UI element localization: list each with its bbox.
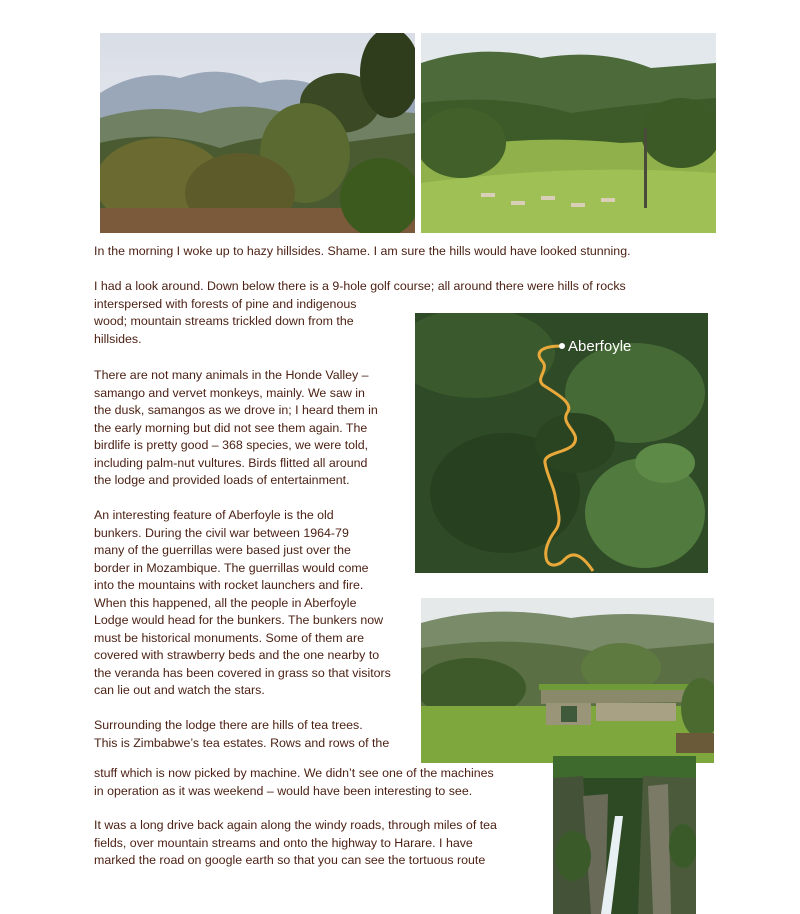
- text-line: into the mountains with rocket launchers and fire.: [94, 578, 364, 592]
- text-line: There are not many animals in the Honde Valley –: [94, 368, 369, 382]
- text-line: birdlife is pretty good – 368 species, we were told,: [94, 438, 369, 452]
- text-line: Lodge would head for the bunkers. The bunkers now: [94, 613, 384, 627]
- text-line: covered with strawberry beds and the one nearby to: [94, 648, 380, 662]
- text-line: When this happened, all the people in Aberfoyle: [94, 595, 357, 610]
- text-line: the dusk, samangos as we drove in; I heard them in: [94, 403, 378, 417]
- text-line: many of the guerrillas were based just over the: [94, 543, 351, 557]
- text-line: border in Mozambique. The guerrillas would come: [94, 560, 369, 575]
- satellite-map-aberfoyle-road: [415, 313, 708, 573]
- paragraph-bunkers: [94, 507, 391, 700]
- text-line: stuff which is now picked by machine. We didn’t see one of the machines: [94, 766, 494, 780]
- paragraph-tea: [94, 717, 389, 752]
- paragraph-tea-continued: [94, 765, 494, 800]
- text-line: including palm-nut vultures. Birds flitted all around: [94, 455, 368, 470]
- text-line: bunkers. During the civil war between 1964-79: [94, 525, 349, 540]
- text-line: must be historical monuments. Some of them are: [94, 630, 364, 645]
- text-line: An interesting feature of Aberfoyle is the old: [94, 508, 334, 522]
- text-line: This is Zimbabwe’s tea estates. Rows and rows of the: [94, 735, 390, 750]
- text-line: samango and vervet monkeys, mainly. We saw in: [94, 385, 365, 400]
- text-line: the early morning but did not see them again. The: [94, 420, 368, 435]
- text-line: the lodge and provided loads of entertainment.: [94, 473, 350, 487]
- text-line: interspersed with forests of pine and indigenous: [94, 296, 357, 311]
- text-line: I had a look around. Down below there is a 9-hole golf course; all around there were hills of rocks: [94, 279, 626, 293]
- text-line: In the morning I woke up to hazy hillsides. Shame. I am sure the hills would have looked stunning.: [94, 244, 631, 258]
- text-line: the veranda has been covered in grass so that visitors: [94, 665, 391, 680]
- text-line: wood; mountain streams trickled down from the: [94, 314, 354, 328]
- text-line: Surrounding the lodge there are hills of tea trees.: [94, 718, 363, 732]
- paragraph-morning: [94, 243, 631, 261]
- waterfall-gorge-photo: [553, 756, 696, 914]
- paragraph-drive: [94, 817, 497, 870]
- text-line: can lie out and watch the stars.: [94, 683, 265, 697]
- text-line: It was a long drive back again along the windy roads, through miles of tea: [94, 818, 497, 832]
- paragraph-animals: [94, 367, 378, 490]
- golf-course-valley-photo: [421, 33, 716, 233]
- text-line: marked the road on google earth so that you can see the tortuous route: [94, 853, 486, 867]
- text-line: fields, over mountain streams and onto the highway to Harare. I have: [94, 835, 473, 850]
- grass-covered-bunker-photo: [421, 598, 714, 763]
- hazy-hillside-forest-photo: [100, 33, 415, 233]
- map-place-label: Aberfoyle: [568, 338, 632, 355]
- text-line: in operation as it was weekend – would have been interesting to see.: [94, 783, 473, 798]
- text-line: hillsides.: [94, 331, 142, 346]
